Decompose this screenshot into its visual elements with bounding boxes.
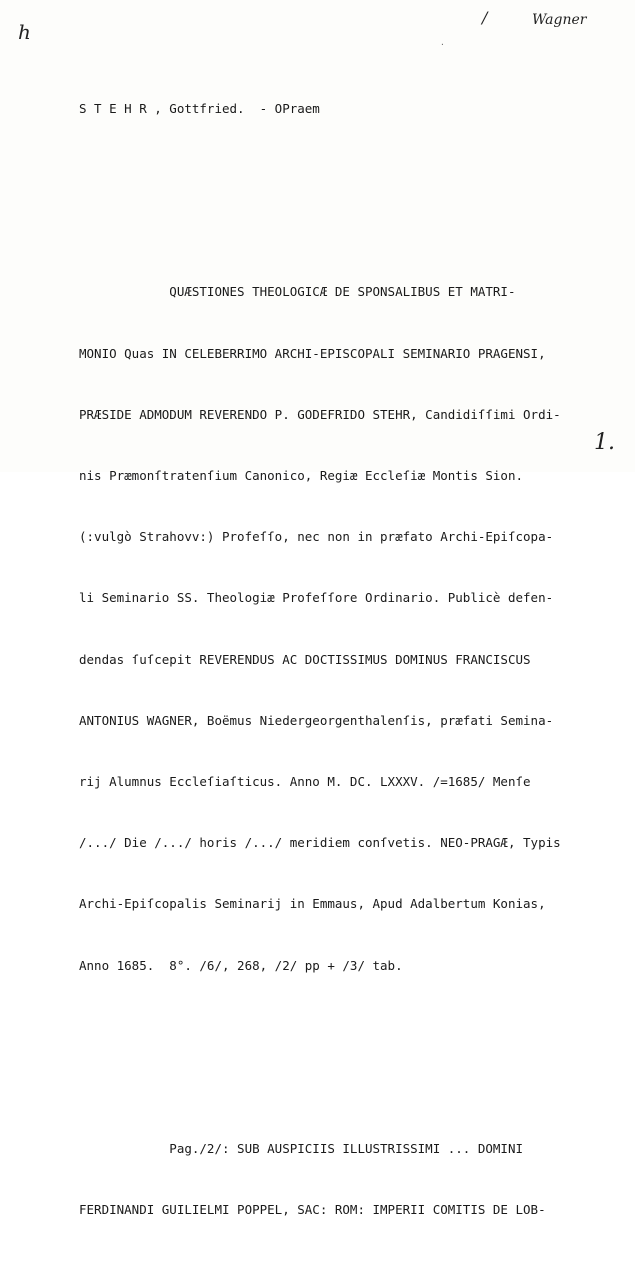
text-line: QUÆSTIONES THEOLOGICÆ DE SPONSALIBUS ET MATRI- bbox=[79, 284, 516, 300]
text-line bbox=[79, 221, 624, 241]
text-line: rij Alumnus Eccleſiaſticus. Anno M. DC. LXXXV. /=1685/ Menſe bbox=[79, 774, 531, 790]
text-line: PRÆSIDE ADMODUM REVERENDO P. GODEFRIDO STEHR, Candidiſſimi Ordi- bbox=[79, 406, 561, 422]
text-line: li Seminario SS. Theologiæ Profeſſore Ordinario. Publicè defen- bbox=[79, 590, 554, 606]
text-line: dendas ſuſcepit REVERENDUS AC DOCTISSIMUS DOMINUS FRANCISCUS bbox=[79, 651, 531, 667]
text-line: ANTONIUS WAGNER, Boëmus Niedergeorgenthalenſis, præfati Semina- bbox=[79, 712, 554, 728]
text-line: Archi-Epiſcopalis Seminarij in Emmaus, Apud Adalbertum Konias, bbox=[79, 896, 546, 912]
text-line: FERDINANDI GUILIELMI POPPEL, SAC: ROM: IMPERII COMITIS DE LOB- bbox=[79, 1202, 546, 1218]
card-text bbox=[79, 58, 624, 1262]
text-line: Pag./2/: SUB AUSPICIIS ILLUSTRISSIMI ... DOMINI bbox=[79, 1141, 524, 1157]
text-line bbox=[79, 1078, 624, 1098]
text-line: (:vulgò Strahovv:) Profeſſo, nec non in præfato Archi-Epiſcopa- bbox=[79, 529, 554, 545]
text-line: MONIO Quas IN CELEBERRIMO ARCHI-EPISCOPALI SEMINARIO PRAGENSI, bbox=[79, 345, 546, 361]
text-line bbox=[79, 1017, 624, 1037]
handwritten-name-top-right: Wagner bbox=[532, 12, 587, 28]
heading-line: S T E H R , Gottfried. - OPraem bbox=[79, 100, 320, 116]
text-line: /.../ Die /.../ horis /.../ meridiem conſvetis. NEO-PRAGÆ, Typis bbox=[79, 835, 561, 851]
handwritten-number-bottom-right: 1. bbox=[594, 430, 615, 455]
handwritten-slash: / bbox=[482, 8, 488, 27]
text-line: nis Præmonſtratenſium Canonico, Regiæ Eccleſiæ Montis Sion. bbox=[79, 468, 524, 484]
text-line bbox=[79, 160, 624, 180]
dot-mark: · bbox=[440, 40, 445, 49]
text-line: Anno 1685. 8°. /6/, 268, /2/ pp + /3/ tab. bbox=[79, 957, 403, 973]
handwritten-mark-top-left: h bbox=[18, 20, 31, 44]
